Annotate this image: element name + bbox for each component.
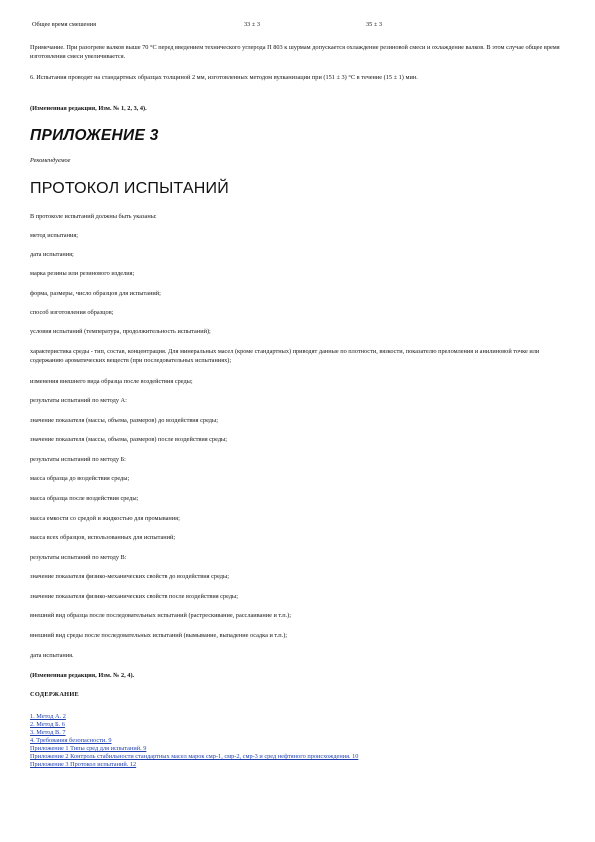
protocol-line: метод испытания; bbox=[30, 232, 78, 239]
protocol-line: внешний вид образца после последовательных испытаний (растрескивание, расслаивание и т.п.); bbox=[30, 612, 292, 619]
annex-title: ПРИЛОЖЕНИЕ 3 bbox=[30, 127, 159, 144]
annex-status: Рекомендуемое bbox=[30, 157, 71, 164]
protocol-line: условия испытаний (температура, продолжительность испытаний); bbox=[30, 328, 211, 335]
protocol-line: дата испытания. bbox=[30, 652, 74, 659]
protocol-line: масса образца после воздействия среды; bbox=[30, 495, 139, 502]
toc-link-annex-2[interactable]: Приложение 2 Контроль стабильности стандартных масел марок смр-1, смр-2, смр-3 и сред нефтяного происхождения. 10 bbox=[30, 753, 359, 760]
protocol-line: значение показателя (массы, объема, размеров) после воздействия среды; bbox=[30, 436, 228, 443]
protocol-line: внешний вид среды после последовательных испытаний (вымывание, выпадение осадка и т.п.); bbox=[30, 632, 288, 639]
protocol-line: марка резины или резинового изделия; bbox=[30, 270, 135, 277]
protocol-line: значение показателя физико-механических свойств после воздействия среды; bbox=[30, 593, 239, 600]
edition-note-2: (Измененная редакция, Изм. № 2, 4). bbox=[30, 672, 135, 679]
toc-link-annex-1[interactable]: Приложение 1 Типы сред для испытаний. 9 bbox=[30, 745, 147, 752]
protocol-line: В протоколе испытаний должны быть указаны: bbox=[30, 213, 157, 220]
item-6-paragraph: 6. Испытания проводят на стандартных образцах толщиной 2 мм, изготовленных методом вулканизации при (151 ± 3) °С в течение (15 ± 1) мин. bbox=[30, 74, 418, 81]
protocol-title: ПРОТОКОЛ ИСПЫТАНИЙ bbox=[30, 180, 229, 197]
protocol-line: значение показателя физико-механических свойств до воздействия среды; bbox=[30, 573, 229, 580]
protocol-line: способ изготовления образцов; bbox=[30, 309, 114, 316]
table-cell-col1: 33 ± 3 bbox=[244, 21, 261, 28]
protocol-line: форма, размеры, число образцов для испытаний; bbox=[30, 290, 161, 297]
protocol-line: масса всех образцов, использованных для испытаний; bbox=[30, 534, 176, 541]
note-paragraph: Примечание. При разогреве валков выше 70 °С перед введением технического углерода П 803 к шурмам допускается охлаждение резиновой смеси и охлаждение валков. В этом случае общее время изготовления смеси увеличивается. bbox=[30, 44, 560, 60]
table-row-label: Общее время смешения bbox=[32, 21, 96, 28]
toc-link-method-a[interactable]: 1. Метод А. 2 bbox=[30, 713, 66, 720]
protocol-line: результаты испытаний по методу А: bbox=[30, 397, 127, 404]
protocol-line: значение показателя (массы, объема, размеров) до воздействия среды; bbox=[30, 417, 218, 424]
table-cell-col2: 35 ± 3 bbox=[366, 21, 383, 28]
toc-link-annex-3[interactable]: Приложение 3 Протокол испытаний. 12 bbox=[30, 761, 137, 768]
protocol-line: масса образца до воздействия среды; bbox=[30, 475, 130, 482]
protocol-line: результаты испытаний по методу Б: bbox=[30, 456, 126, 463]
protocol-line: масса емкости со средой и жидкостью для промывания; bbox=[30, 515, 180, 522]
protocol-line: дата испытания; bbox=[30, 251, 74, 258]
toc-link-method-b[interactable]: 2. Метод Б. 6 bbox=[30, 721, 65, 728]
protocol-line: характеристика среды - тип, состав, концентрация. Для минеральных масел (кроме стандартных) приводят данные по плотности, вязкости, показателю преломления и анилиновой точке или содержанию ароматических веществ (при последовательных испытаниях); bbox=[30, 348, 540, 364]
toc-link-method-v[interactable]: 3. Метод В. 7 bbox=[30, 729, 66, 736]
protocol-line: результаты испытаний по методу В: bbox=[30, 554, 127, 561]
toc-link-safety[interactable]: 4. Требования безопасности. 9 bbox=[30, 737, 112, 744]
protocol-line: изменения внешнего вида образца после воздействия среды; bbox=[30, 378, 193, 385]
contents-heading: СОДЕРЖАНИЕ bbox=[30, 691, 80, 698]
edition-note-1: (Измененная редакция, Изм. № 1, 2, 3, 4). bbox=[30, 105, 147, 112]
